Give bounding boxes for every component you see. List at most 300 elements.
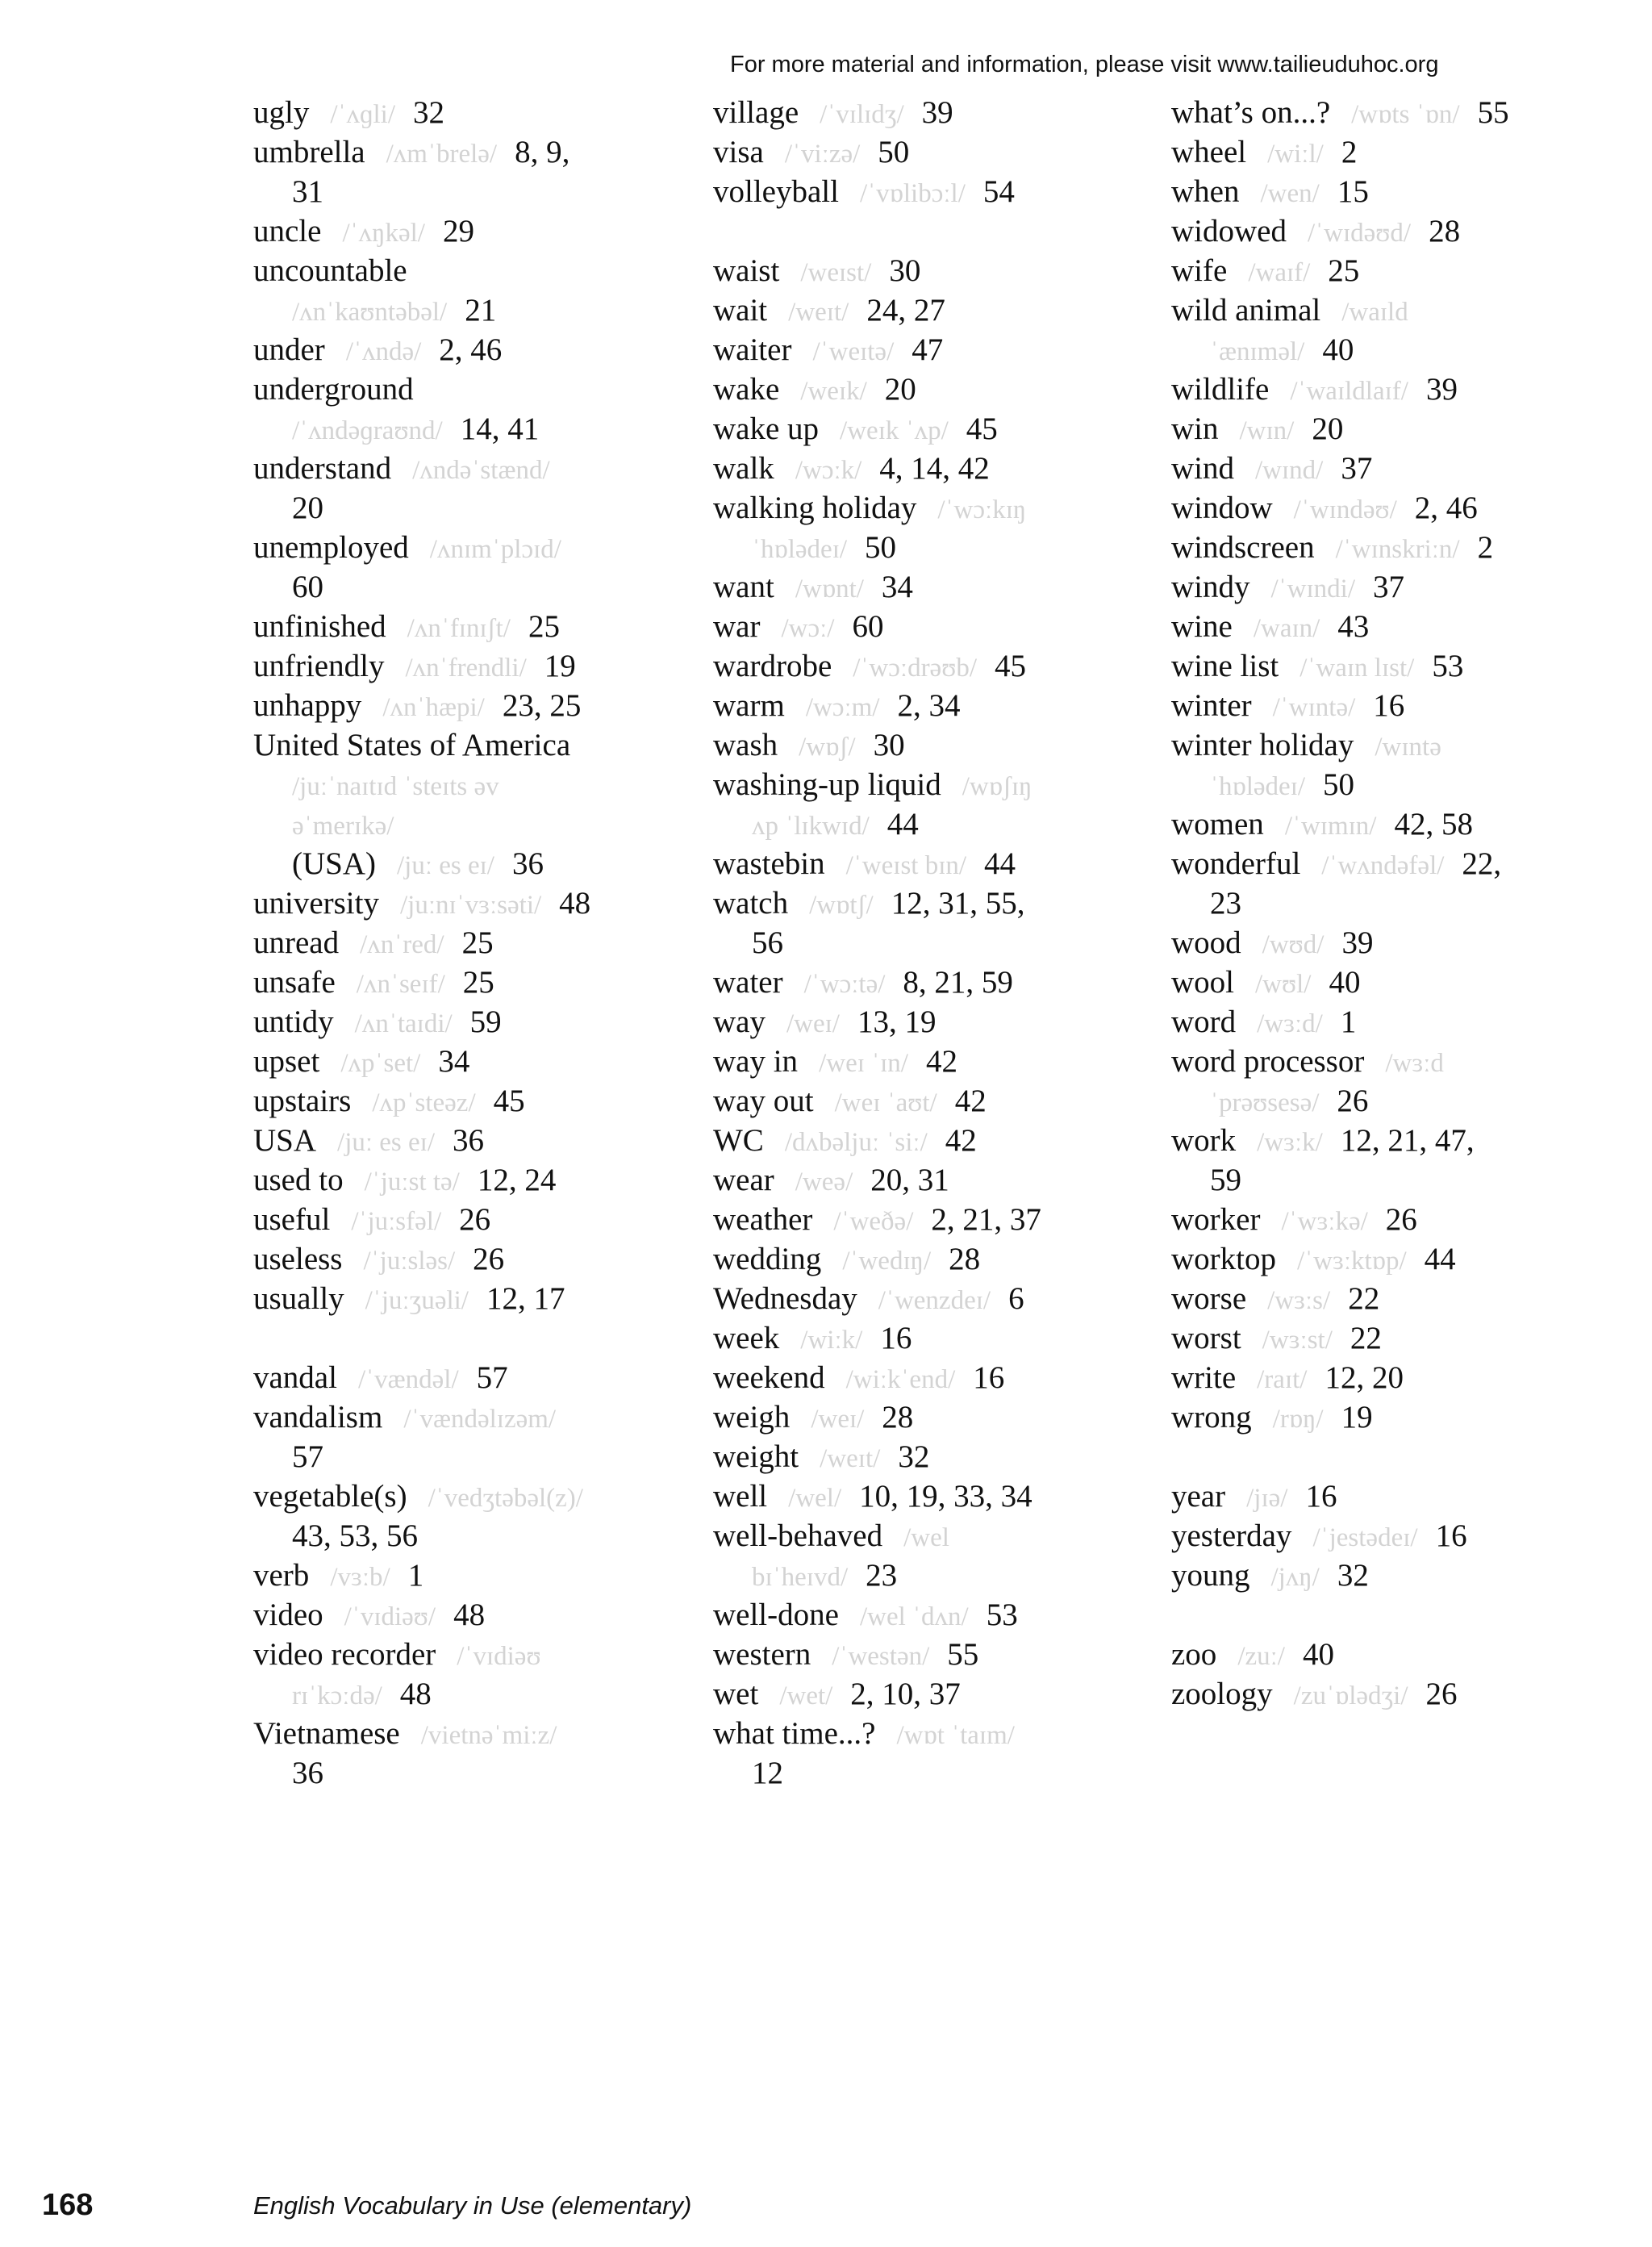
page-references: 22 [1350, 1321, 1382, 1355]
headword: wear [713, 1163, 774, 1197]
index-entry [1171, 211, 1509, 251]
page-references: 6 [1008, 1281, 1024, 1316]
pronunciation: /wel/ [788, 1484, 842, 1513]
page-references: 57 [476, 1360, 508, 1395]
headword: video [253, 1598, 323, 1632]
pronunciation: /wɔː/ [781, 614, 835, 643]
headword: war [713, 609, 761, 644]
index-entry [713, 1081, 1049, 1121]
headword: want [713, 570, 774, 604]
index-entry [713, 449, 1049, 488]
page-references: 2, 46 [439, 332, 503, 367]
headword: worst [1171, 1321, 1241, 1355]
page-references: 60 [292, 570, 323, 604]
page-references: 2, 46 [1414, 491, 1478, 525]
page-references: 4, 14, 42 [879, 451, 990, 486]
page-references: 12, 31, 55, [891, 886, 1025, 921]
pronunciation: /weɪst/ [800, 258, 872, 287]
page-references: 26 [1337, 1084, 1369, 1118]
headword: washing-up liquid [713, 767, 941, 802]
pronunciation: /wɒt ˈtaɪm/ [896, 1721, 1015, 1750]
headword: vandalism [253, 1400, 383, 1435]
index-entry [713, 1318, 1049, 1358]
pronunciation: /ʌnˈfɪnɪʃt/ [407, 614, 511, 643]
page-references: 50 [878, 135, 910, 169]
index-entry [1171, 1516, 1509, 1556]
pronunciation: /weɪk ˈʌp/ [840, 416, 949, 445]
headword: women [1171, 807, 1264, 842]
headword: waiter [713, 332, 792, 367]
headword: weight [713, 1439, 799, 1474]
headword: weekend [713, 1360, 825, 1395]
section-gap [253, 1318, 601, 1358]
pronunciation: /wʊd/ [1262, 930, 1325, 959]
index-entry [253, 1595, 601, 1635]
page-references: 30 [889, 253, 921, 288]
index-entry [253, 1160, 601, 1200]
pronunciation: /weɪk/ [800, 377, 867, 406]
pronunciation: /wɪnd/ [1255, 456, 1324, 485]
headword: what’s on...? [1171, 95, 1331, 130]
index-entry [1171, 1674, 1509, 1714]
headword: work [1171, 1123, 1237, 1158]
index-entry [713, 765, 1049, 804]
index-entry [253, 93, 601, 132]
page-references: 8, 21, 59 [903, 965, 1013, 1000]
page-references: 23 [866, 1558, 898, 1593]
page-references: 2, 21, 37 [931, 1202, 1041, 1237]
pronunciation: /ʌmˈbrelə/ [386, 140, 498, 169]
headword: uncountable [253, 253, 407, 288]
index-entry-continuation [1171, 1081, 1509, 1121]
index-entry [713, 172, 1049, 211]
headword: well-done [713, 1598, 839, 1632]
index-entry [713, 1042, 1049, 1081]
index-entry [713, 370, 1049, 409]
headword: zoo [1171, 1637, 1217, 1672]
index-entry [713, 1002, 1049, 1042]
index-entry [253, 1279, 601, 1318]
page-references: 16 [973, 1360, 1005, 1395]
headword: windy [1171, 570, 1250, 604]
index-entry-continuation [253, 290, 601, 330]
index-entry [1171, 1279, 1509, 1318]
pronunciation: /ʌpˈsteəz/ [372, 1088, 476, 1117]
pronunciation: /ʌnˈtaɪdi/ [354, 1009, 453, 1038]
pronunciation: /ˈwɪndi/ [1270, 574, 1355, 604]
pronunciation: /weɪ/ [786, 1009, 840, 1038]
headword: (USA) [292, 846, 376, 881]
pronunciation: /wɒʃɪŋ [962, 772, 1032, 801]
page-references: 26 [459, 1202, 491, 1237]
index-entry [253, 923, 601, 963]
page-references: 20 [884, 372, 916, 407]
pronunciation: /wɒts ˈɒn/ [1351, 100, 1460, 129]
index-entry [1171, 1042, 1509, 1081]
pronunciation: /ʌnˈseɪf/ [356, 970, 445, 999]
pronunciation: /vɜːb/ [330, 1563, 390, 1592]
index-entry [713, 1279, 1049, 1318]
index-entry [1171, 528, 1509, 567]
headword: under [253, 332, 325, 367]
headword: way [713, 1004, 766, 1039]
pronunciation: əˈmerɪkə/ [292, 812, 394, 841]
page-references: 50 [865, 530, 897, 565]
page-references: 8, 9, [515, 135, 570, 169]
index-entry [713, 1160, 1049, 1200]
index-entry [713, 883, 1049, 923]
headword: useful [253, 1202, 331, 1237]
pronunciation: /ˈwaɪldlaɪf/ [1290, 377, 1408, 406]
headword: unfinished [253, 609, 386, 644]
headword: western [713, 1637, 811, 1672]
page-references: 50 [1323, 767, 1355, 802]
headword: volleyball [713, 174, 839, 209]
pronunciation: /wɜːk/ [1257, 1128, 1323, 1157]
page-references: 2, 10, 37 [850, 1677, 961, 1711]
pronunciation: /wʊl/ [1255, 970, 1312, 999]
page-references: 12, 24 [477, 1163, 557, 1197]
headword: when [1171, 174, 1240, 209]
index-entry [1171, 686, 1509, 725]
index-entry [1171, 1358, 1509, 1397]
pronunciation: /weɪt/ [788, 298, 849, 327]
pronunciation: /ˈwɜːkə/ [1281, 1207, 1368, 1236]
pronunciation: /ˈjuːʒuəli/ [365, 1286, 469, 1315]
pronunciation: /ˈwɔːtə/ [803, 970, 886, 999]
headword: young [1171, 1558, 1250, 1593]
pronunciation: /wet/ [779, 1681, 833, 1710]
page-references: 45 [493, 1084, 525, 1118]
pronunciation: /ˈwɪmɪn/ [1284, 812, 1377, 841]
headword: upstairs [253, 1084, 352, 1118]
index-entry [1171, 923, 1509, 963]
index-entry [713, 1674, 1049, 1714]
index-entry [1171, 567, 1509, 607]
index-entry-continuation [253, 1437, 601, 1476]
page-references: 15 [1337, 174, 1369, 209]
headword: weather [713, 1202, 813, 1237]
headword: uncle [253, 214, 322, 249]
index-entry [713, 646, 1049, 686]
headword: windscreen [1171, 530, 1315, 565]
page-references: 40 [1302, 1637, 1334, 1672]
page-references: 24, 27 [866, 293, 945, 328]
page-references: 25 [1328, 253, 1360, 288]
index-entry [253, 370, 601, 409]
index-entry [713, 1516, 1049, 1556]
page-references: 1 [1340, 1004, 1357, 1039]
page-references: 16 [1435, 1518, 1467, 1553]
page-references: 26 [1425, 1677, 1458, 1711]
index-entry-continuation [713, 804, 1049, 844]
index-entry [253, 963, 601, 1002]
index-entry-continuation [713, 1753, 1049, 1793]
pronunciation: /wiːk/ [800, 1326, 863, 1355]
pronunciation: /wɔːm/ [805, 693, 880, 722]
headword: worse [1171, 1281, 1247, 1316]
pronunciation: /raɪt/ [1257, 1365, 1308, 1394]
page-references: 32 [1337, 1558, 1369, 1593]
index-entry [713, 251, 1049, 290]
pronunciation: /ˈweðə/ [833, 1207, 914, 1236]
index-entry [1171, 607, 1509, 646]
index-entry [253, 211, 601, 251]
page-references: 16 [1373, 688, 1405, 723]
index-entry [1171, 963, 1509, 1002]
index-entry [713, 330, 1049, 370]
pronunciation: /ˈvedʒtəbəl(z)/ [428, 1484, 583, 1513]
pronunciation: /wel ˈdʌn/ [859, 1602, 969, 1631]
headword: understand [253, 451, 392, 486]
page-references: 23 [1210, 886, 1241, 921]
pronunciation: /ʌndəˈstænd/ [412, 456, 550, 485]
index-entry [713, 686, 1049, 725]
index-entry [1171, 1200, 1509, 1239]
page-references: 36 [292, 1756, 323, 1790]
pronunciation: /wiːl/ [1267, 140, 1324, 169]
page-references: 14, 41 [460, 411, 540, 446]
pronunciation: /wɪntə [1375, 733, 1441, 762]
index-entry [713, 1714, 1049, 1753]
page-references: 42 [954, 1084, 987, 1118]
pronunciation: /ˈvændəlɪzəm/ [403, 1405, 557, 1434]
page-references: 19 [1341, 1400, 1373, 1435]
index-entry [253, 1358, 601, 1397]
headword: yesterday [1171, 1518, 1292, 1553]
index-entry [253, 883, 601, 923]
index-entry [1171, 1318, 1509, 1358]
headword: university [253, 886, 379, 921]
index-entry-continuation [1171, 1160, 1509, 1200]
headword: week [713, 1321, 780, 1355]
page-references: 32 [898, 1439, 930, 1474]
book-title: English Vocabulary in Use (elementary) [253, 2191, 692, 2220]
pronunciation: ˈhɒlədeɪ/ [1210, 772, 1306, 801]
index-entry-continuation [253, 488, 601, 528]
page-references: 39 [921, 95, 953, 130]
index-entry [253, 1002, 601, 1042]
index-entry [253, 1239, 601, 1279]
pronunciation: /ˈwɜːktɒp/ [1297, 1247, 1407, 1276]
index-entry-continuation [1171, 765, 1509, 804]
page-references: 54 [982, 174, 1015, 209]
index-entry [713, 488, 1049, 528]
page-references: 31 [292, 174, 323, 209]
headword: verb [253, 1558, 310, 1593]
pronunciation: /ˈwestən/ [832, 1642, 930, 1671]
headword: year [1171, 1479, 1226, 1514]
page-number: 168 [42, 2188, 94, 2222]
pronunciation: /ˈʌɡli/ [330, 100, 396, 129]
headword: winter [1171, 688, 1252, 723]
pronunciation: /ˈjuːsfəl/ [351, 1207, 442, 1236]
pronunciation: /ˈvɪdiəʊ [457, 1642, 541, 1671]
headword: used to [253, 1163, 344, 1197]
index-entry [253, 330, 601, 370]
page-references: 43 [1337, 609, 1370, 644]
headword: wild animal [1171, 293, 1321, 328]
headword: well-behaved [713, 1518, 883, 1553]
index-entry [1171, 370, 1509, 409]
headword: unread [253, 925, 340, 960]
index-column-2 [713, 93, 1049, 1793]
page-references: 40 [1322, 332, 1354, 367]
index-entry [713, 1239, 1049, 1279]
pronunciation: /wɒnt/ [795, 574, 864, 604]
page-references: 40 [1329, 965, 1361, 1000]
headword: word [1171, 1004, 1237, 1039]
index-entry [253, 607, 601, 646]
headword: wildlife [1171, 372, 1270, 407]
headword: worker [1171, 1202, 1261, 1237]
headword: wood [1171, 925, 1241, 960]
pronunciation: /rɒŋ/ [1272, 1405, 1324, 1434]
pronunciation: bɪˈheɪvd/ [752, 1563, 849, 1592]
headword: wastebin [713, 846, 825, 881]
page-references: 42 [925, 1044, 957, 1079]
page-references: 23, 25 [502, 688, 582, 723]
page-references: 34 [881, 570, 913, 604]
pronunciation: /dʌbəljuː ˈsiː/ [784, 1128, 928, 1157]
page-references: 20, 31 [870, 1163, 949, 1197]
index-entry [713, 409, 1049, 449]
page-references: 29 [442, 214, 474, 249]
headword: unsafe [253, 965, 336, 1000]
headword: widowed [1171, 214, 1287, 249]
index-entry [253, 132, 601, 172]
index-entry [1171, 409, 1509, 449]
headword: wait [713, 293, 768, 328]
page-references: 20 [1312, 411, 1344, 446]
index-entry-continuation [253, 804, 601, 844]
headword: water [713, 965, 783, 1000]
page-references: 28 [882, 1400, 914, 1435]
pronunciation: /ˈvɪlɪdʒ/ [820, 100, 904, 129]
headword: wine list [1171, 649, 1279, 683]
headword: waist [713, 253, 780, 288]
headword: winter holiday [1171, 728, 1354, 762]
page-references: 60 [852, 609, 884, 644]
index-entry [1171, 804, 1509, 844]
headword: weigh [713, 1400, 791, 1435]
index-entry [1171, 251, 1509, 290]
index-entry [713, 1121, 1049, 1160]
index-entry [1171, 172, 1509, 211]
index-entry-continuation [253, 172, 601, 211]
headword: write [1171, 1360, 1237, 1395]
headword: worktop [1171, 1242, 1276, 1276]
page-references: 16 [880, 1321, 912, 1355]
pronunciation: /ˈwɪndəʊ/ [1293, 495, 1397, 524]
headword: wrong [1171, 1400, 1252, 1435]
header-note: For more material and information, please visit www.tailieuduhoc.org [730, 52, 1439, 77]
pronunciation: /ˈjestədeɪ/ [1312, 1523, 1418, 1552]
headword: vegetable(s) [253, 1479, 407, 1514]
page-references: 28 [949, 1242, 981, 1276]
index-entry [253, 1556, 601, 1595]
page-references: 30 [873, 728, 905, 762]
headword: wash [713, 728, 778, 762]
index-entry [1171, 488, 1509, 528]
pronunciation: /ˈviːzə/ [784, 140, 861, 169]
page-references: 37 [1341, 451, 1373, 486]
headword: underground [253, 372, 414, 407]
headword: village [713, 95, 799, 130]
index-entry [253, 1200, 601, 1239]
index-entry [713, 725, 1049, 765]
pronunciation: /wɪn/ [1239, 416, 1295, 445]
page-references: 47 [912, 332, 944, 367]
page-references: 12, 20 [1325, 1360, 1404, 1395]
page-references: 32 [413, 95, 445, 130]
pronunciation: /ˈwʌndəfəl/ [1321, 851, 1445, 880]
pronunciation: /ˈʌŋkəl/ [342, 219, 425, 248]
headword: walking holiday [713, 491, 917, 525]
index-entry [1171, 646, 1509, 686]
headword: zoology [1171, 1677, 1273, 1711]
headword: way in [713, 1044, 799, 1079]
index-entry [253, 449, 601, 488]
headword: Wednesday [713, 1281, 857, 1316]
pronunciation: /ˈwɪntə/ [1272, 693, 1356, 722]
pronunciation: /jʌŋ/ [1270, 1563, 1320, 1592]
page-references: 22, [1462, 846, 1502, 881]
pronunciation: /ʌpˈset/ [340, 1049, 421, 1078]
page-references: 28 [1429, 214, 1461, 249]
index-entry [253, 725, 601, 765]
section-gap [1171, 1437, 1509, 1476]
index-entry-continuation [1171, 330, 1509, 370]
pronunciation: /jɪə/ [1246, 1484, 1288, 1513]
page-references: 10, 19, 33, 34 [859, 1479, 1032, 1514]
index-entry-continuation [253, 409, 601, 449]
page-references: 42, 58 [1394, 807, 1473, 842]
page-references: 45 [966, 411, 998, 446]
pronunciation: /wen/ [1260, 179, 1320, 208]
index-entry-continuation [253, 765, 601, 804]
headword: ugly [253, 95, 310, 130]
headword: umbrella [253, 135, 365, 169]
pronunciation: /weɪ/ [811, 1405, 865, 1434]
index-entry-continuation [1171, 883, 1509, 923]
pronunciation: /waɪf/ [1248, 258, 1311, 287]
pronunciation: /wɒʃ/ [799, 733, 856, 762]
index-entry [253, 1121, 601, 1160]
headword: untidy [253, 1004, 334, 1039]
page-references: 16 [1305, 1479, 1337, 1514]
headword: wheel [1171, 135, 1247, 169]
headword: win [1171, 411, 1219, 446]
page-references: 25 [462, 965, 494, 1000]
pronunciation: /zuː/ [1237, 1642, 1285, 1671]
index-entry-continuation [253, 567, 601, 607]
headword: unfriendly [253, 649, 385, 683]
page-references: 53 [1432, 649, 1464, 683]
pronunciation: /ˈʌndəɡraʊnd/ [292, 416, 443, 445]
pronunciation: /ˈjuːsləs/ [363, 1247, 456, 1276]
pronunciation: /wɜːst/ [1262, 1326, 1333, 1355]
page-references: 19 [544, 649, 576, 683]
headword: walk [713, 451, 774, 486]
page-references: 36 [453, 1123, 485, 1158]
headword: warm [713, 688, 785, 723]
index-entry [253, 251, 601, 290]
page-references: 22 [1348, 1281, 1380, 1316]
pronunciation: /weɪ ˈaʊt/ [834, 1088, 937, 1117]
index-entry [713, 607, 1049, 646]
page-references: 48 [559, 886, 591, 921]
